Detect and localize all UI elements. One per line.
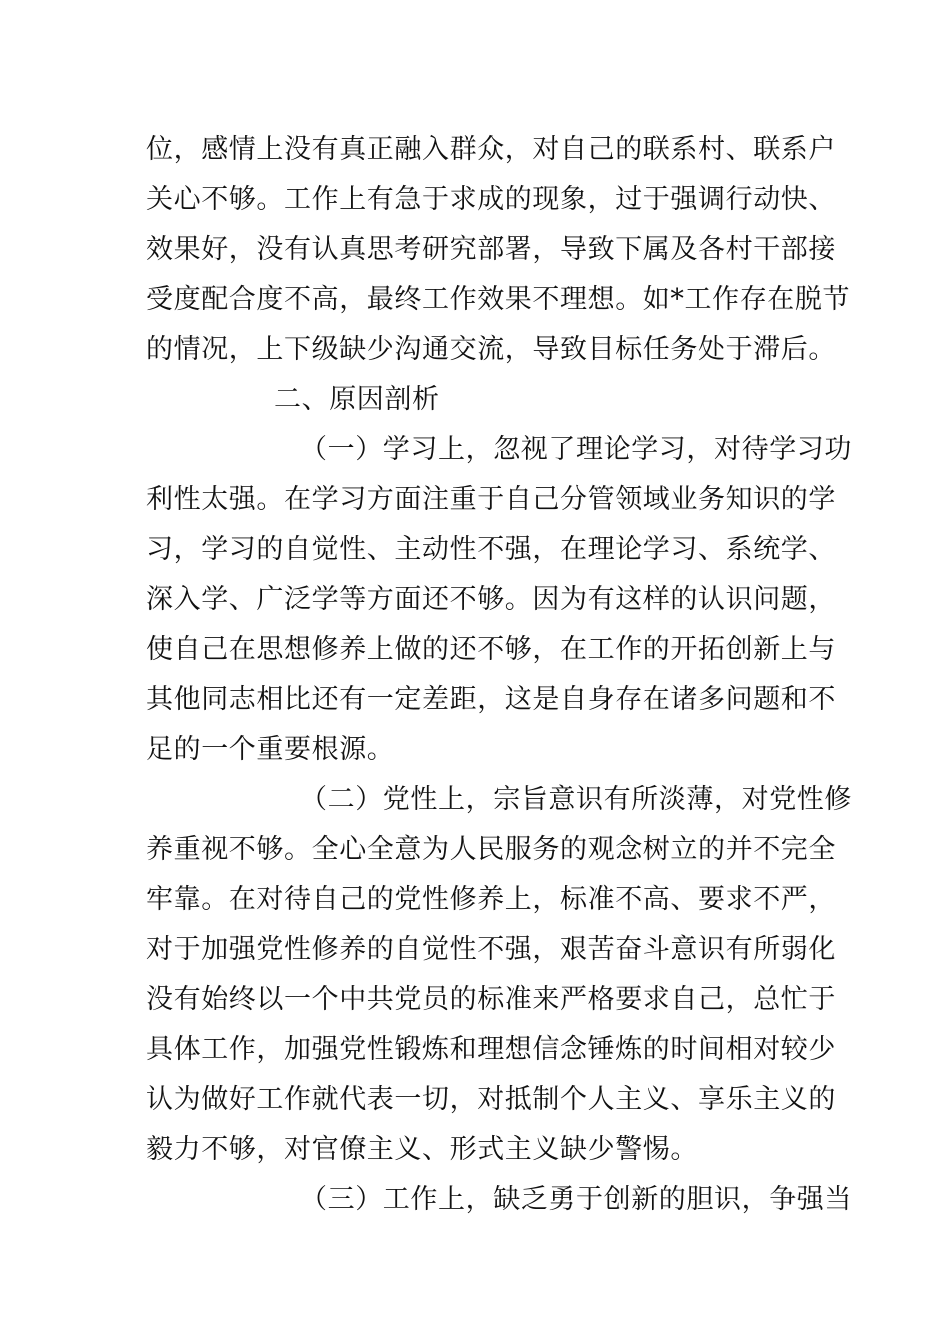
subsection-heading: （一）学习上，忽视了理论学习，对待学习功 [300, 434, 852, 465]
text-line: 效果好，没有认真思考研究部署，导致下属及各村干部接 [146, 234, 836, 265]
text-line: 足的一个重要根源。 [146, 734, 395, 765]
text-line: 受度配合度不高，最终工作效果不理想。如*工作存在脱节 [146, 284, 851, 315]
text-line: 养重视不够。全心全意为人民服务的观念树立的并不完全 [146, 834, 836, 865]
text-line: 其他同志相比还有一定差距，这是自身存在诸多问题和不 [146, 684, 836, 715]
text-line: 的情况，上下级缺少沟通交流，导致目标任务处于滞后。 [146, 334, 836, 365]
text-line: 对于加强党性修养的自觉性不强，艰苦奋斗意识有所弱化 [146, 934, 836, 965]
text-line: 牢靠。在对待自己的党性修养上，标准不高、要求不严， [146, 884, 836, 915]
text-line: 毅力不够，对官僚主义、形式主义缺少警惕。 [146, 1134, 698, 1165]
text-line: 习，学习的自觉性、主动性不强，在理论学习、系统学、 [146, 534, 836, 565]
text-line: 使自己在思想修养上做的还不够，在工作的开拓创新上与 [146, 634, 836, 665]
text-line: 认为做好工作就代表一切，对抵制个人主义、享乐主义的 [146, 1084, 836, 1115]
text-line: 利性太强。在学习方面注重于自己分管领域业务知识的学 [146, 484, 836, 515]
subsection-heading: （三）工作上，缺乏勇于创新的胆识，争强当 [300, 1184, 852, 1215]
text-line: 位，感情上没有真正融入群众，对自己的联系村、联系户 [146, 134, 836, 165]
section-heading: 二、原因剖析 [274, 384, 440, 415]
text-line: 具体工作，加强党性锻炼和理想信念锤炼的时间相对较少 [146, 1034, 836, 1065]
text-line: 深入学、广泛学等方面还不够。因为有这样的认识问题， [146, 584, 836, 615]
subsection-heading: （二）党性上，宗旨意识有所淡薄，对党性修 [300, 784, 852, 815]
text-line: 没有始终以一个中共党员的标准来严格要求自己，总忙于 [146, 984, 836, 1015]
text-line: 关心不够。工作上有急于求成的现象，过于强调行动快、 [146, 184, 836, 215]
